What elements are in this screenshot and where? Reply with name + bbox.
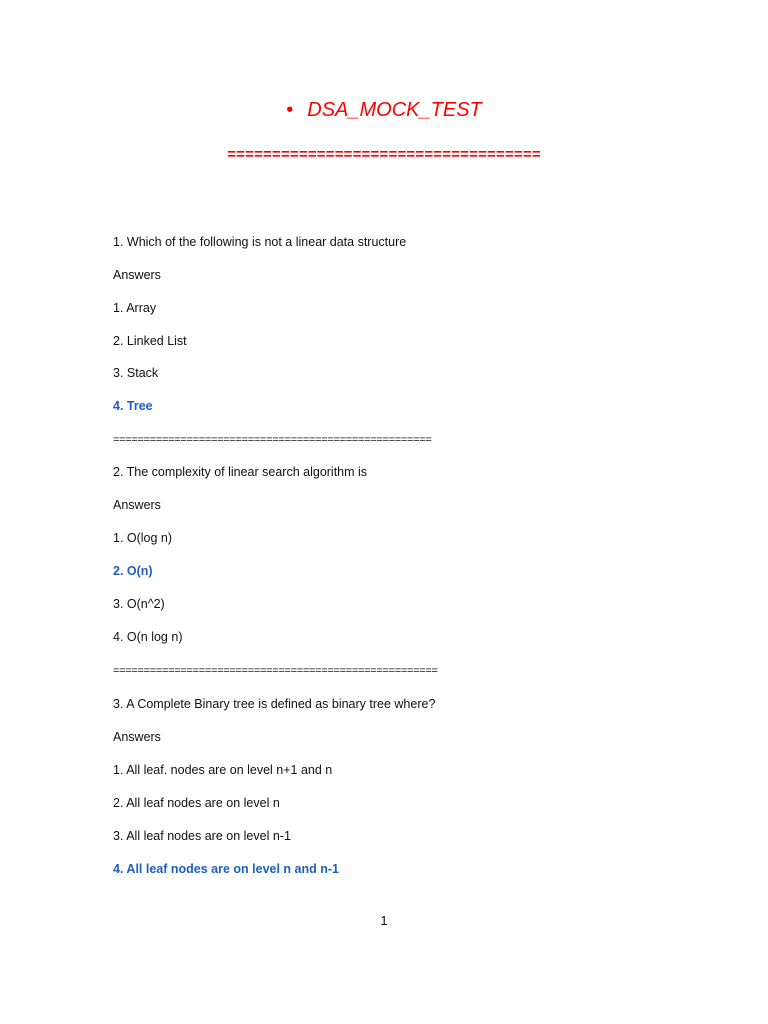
question-3-option-2: 2. All leaf nodes are on level n — [113, 796, 280, 810]
question-2-text: 2. The complexity of linear search algorithm is — [113, 465, 368, 479]
question-2-option-4: 4. O(n log n) — [113, 630, 183, 644]
question-1-option-1: 1. Array — [113, 301, 157, 315]
question-1-text: 1. Which of the following is not a linear data structure — [113, 235, 407, 249]
question-3-option-4-correct: 4. All leaf nodes are on level n and n-1 — [113, 862, 339, 876]
question-3-option-1: 1. All leaf. nodes are on level n+1 and n — [113, 763, 333, 777]
page-number: 1 — [380, 913, 388, 928]
question-3-text: 3. A Complete Binary tree is defined as binary tree where? — [113, 697, 436, 711]
question-1-option-3: 3. Stack — [113, 366, 159, 380]
question-1-option-2: 2. Linked List — [113, 334, 187, 348]
question-3-option-3: 3. All leaf nodes are on level n-1 — [113, 829, 291, 843]
question-1-option-4-correct: 4. Tree — [113, 399, 153, 413]
question-3-answers-label: Answers — [113, 730, 161, 744]
document-title — [0, 96, 768, 124]
title-text: DSA_MOCK_TEST — [307, 99, 482, 121]
title-separator: =================================== — [227, 146, 541, 163]
question-2-separator: ===================================================== — [113, 665, 438, 677]
question-2-option-1: 1. O(log n) — [113, 531, 173, 545]
question-2-option-2-correct: 2. O(n) — [113, 564, 153, 578]
bullet-icon: • — [286, 99, 294, 121]
question-1-answers-label: Answers — [113, 268, 161, 282]
question-1-separator: ==================================================== — [113, 434, 432, 446]
question-2-answers-label: Answers — [113, 498, 161, 512]
question-2-option-3: 3. O(n^2) — [113, 597, 165, 611]
